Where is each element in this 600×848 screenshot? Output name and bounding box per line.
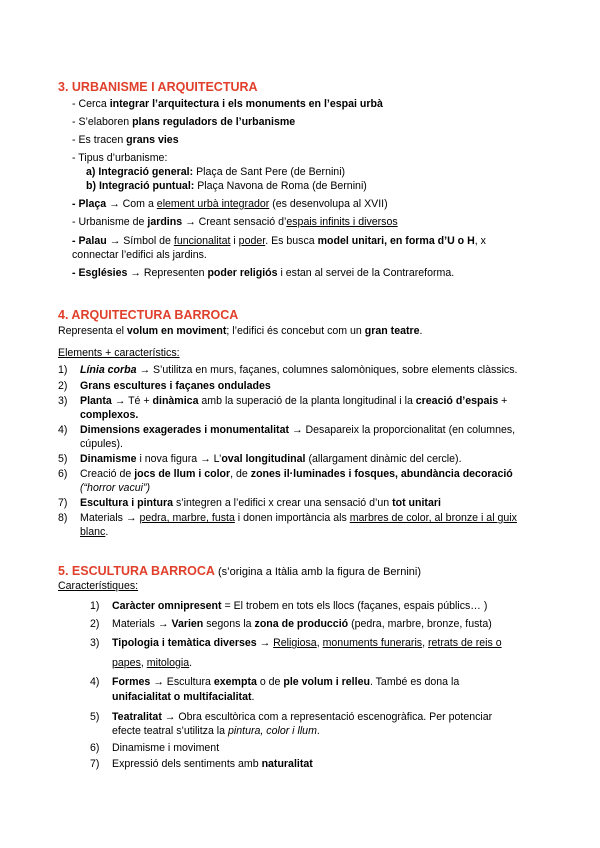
s5-item-6: 6) Dinamisme i moviment (90, 742, 220, 754)
section-3-title: 3. URBANISME I ARQUITECTURA (58, 80, 258, 94)
s5-caract-heading: Característiques: (58, 580, 139, 592)
s4-item-5: 5) Dinamisme i nova figura → L’oval longitudinal (allargament dinàmic del cercle). (58, 453, 462, 465)
s3-line-8: - Urbanisme de jardins → Creant sensació d’espais infinits i diversos (72, 216, 398, 228)
s4-item-3: 3) Planta → Té + dinàmica amb la superació de la planta longitudinal i la creació d’espais + (58, 395, 508, 407)
s4-intro: Representa el volum en moviment; l’edifici és concebut com un gran teatre. (58, 325, 423, 337)
s3-line-4: - Tipus d’urbanisme: (72, 152, 168, 164)
s5-item-2: 2) Materials → Varien segons la zona de producció (pedra, marbre, bronze, fusta) (90, 618, 492, 630)
s4-item-4-cont: cúpules). (80, 438, 123, 450)
s5-item-4-cont: unifacialitat o multifacialitat. (112, 691, 255, 703)
section-5-title: 5. ESCULTURA BARROCA (s’origina a Itàlia amb la figura de Bernini) (58, 564, 421, 578)
s3-line-3: - Es tracen grans vies (72, 134, 179, 146)
s3-line-6: b) Integració puntual: Plaça Navona de Roma (de Bernini) (86, 180, 367, 192)
s4-item-6: 6) Creació de jocs de llum i color, de zones il·luminades i fosques, abundància decoració (58, 468, 513, 480)
s4-item-8-cont: blanc. (80, 526, 109, 538)
s5-item-5: 5) Teatralitat → Obra escultòrica com a representació escenogràfica. Per potenciar (90, 711, 493, 723)
s5-item-3-cont: papes, mitologia. (112, 657, 193, 669)
s4-item-3-cont: complexos. (80, 409, 139, 421)
s3-line-2: - S’elaboren plans reguladors de l’urbanisme (72, 116, 296, 128)
s3-line-5: a) Integració general: Plaça de Sant Pere (de Bernini) (86, 166, 346, 178)
s5-item-7: 7) Expressió dels sentiments amb naturalitat (90, 758, 313, 770)
s4-item-2: 2) Grans escultures i façanes ondulades (58, 380, 271, 392)
s5-item-4: 4) Formes → Escultura exempta o de ple volum i relleu. També es dona la (90, 676, 460, 688)
s3-line-7: - Plaça → Com a element urbà integrador (es desenvolupa al XVII) (72, 198, 388, 210)
s3-line-11: - Esglésies → Representen poder religiós i estan al servei de la Contrareforma. (72, 267, 455, 279)
s4-item-1: 1) Línia corba → S’utilitza en murs, façanes, columnes salomòniques, sobre elements clàssics. (58, 364, 518, 376)
s5-item-3: 3) Tipologia i temàtica diverses → Religiosa, monuments funeraris, retrats de reis o (90, 637, 502, 649)
s3-line-1: - Cerca integrar l’arquitectura i els monuments en l’espai urbà (72, 98, 383, 110)
s4-item-4: 4) Dimensions exagerades i monumentalitat → Desapareix la proporcionalitat (en columnes, (58, 424, 516, 436)
s3-line-9: - Palau → Símbol de funcionalitat i poder. Es busca model unitari, en forma d’U o H, x (72, 235, 486, 247)
section-4-title: 4. ARQUITECTURA BARROCA (58, 308, 239, 322)
s4-item-7: 7) Escultura i pintura s’integren a l’edifici x crear una sensació d’un tot unitari (58, 497, 441, 509)
s4-item-8: 8) Materials → pedra, marbre, fusta i donen importància als marbres de color, al bronze i al guix (58, 512, 517, 524)
s4-item-6-cont: (“horror vacui”) (80, 482, 151, 494)
s5-item-1: 1) Caràcter omnipresent = El trobem en tots els llocs (façanes, espais públics… ) (90, 600, 488, 612)
s5-item-5-cont: efecte teatral s’utilitza la pintura, color i llum. (112, 725, 320, 737)
s4-elements-heading: Elements + característics: (58, 347, 180, 359)
s3-line-10: connectar l’edifici als jardins. (72, 249, 207, 261)
